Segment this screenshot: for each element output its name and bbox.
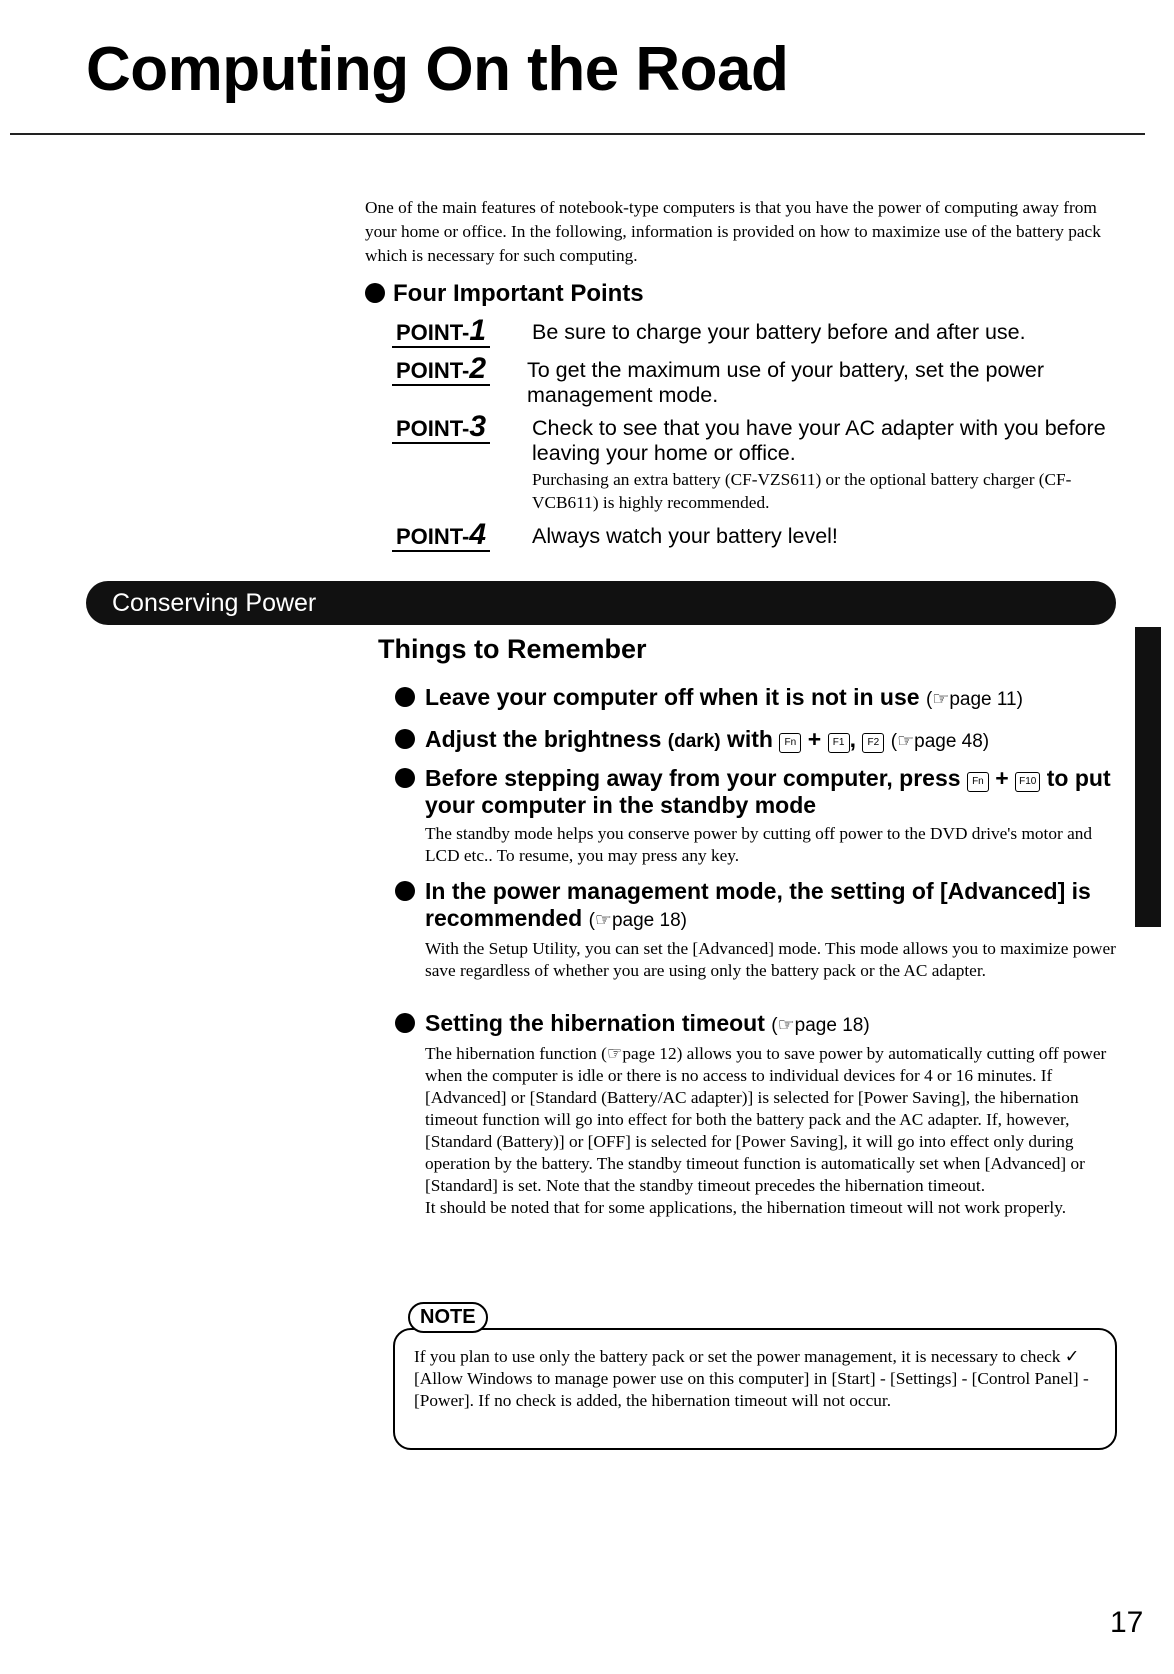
bullet-icon [395,768,415,788]
list-item: In the power management mode, the setting of [Advanced] is recommended (☞page 18) With the Setup Utility, you can set the [Advanced] mode. This mode allows you to maximize power save regardless of whether you are using only the battery pack or the AC adapter. [395,878,1120,982]
point-text: Be sure to charge your battery before and after use. [532,320,1026,344]
point-badge: POINT-2 [392,356,490,386]
page-number: 17 [1110,1606,1144,1639]
page-reference: (☞page 18) [771,1015,870,1036]
list-item-body: The hibernation function (☞page 12) allows you to save power by automatically cutting off power when the computer is idle or there is no access to individual devices for 4 or 16 minutes. If [Advanced] or [Standard (Battery/AC adapter)] is selected for [Power Saving], the hibernation timeout function will go into effect for both the battery pack and the AC adapter. If, however, [Standard (Battery)] or [OFF] is selected for [Power Saving], it will go into effect only during operation by the battery. The standby timeout function is automatically set when [Advanced] or [Standard] is set. Note that the standby timeout precedes the hibernation timeout. [425,1044,1107,1195]
bullet-icon [395,1013,415,1033]
side-tab-marker [1135,627,1161,927]
list-item: Setting the hibernation timeout (☞page 18) The hibernation function (☞page 12) allows you to save power by automatically cutting off power when the computer is idle or there is no access to individual devices for 4 or 16 minutes. If [Advanced] or [Standard (Battery/AC adapter)] is selected for [Power Saving], the hibernation timeout function will go into effect for both the battery pack and the AC adapter. If, however, [Standard (Battery)] or [OFF] is selected for [Power Saving], it will go into effect only during operation by the battery. The standby timeout function is automatically set when [Advanced] or [Standard] is set. Note that the standby timeout precedes the hibernation timeout. It should be noted that for some applications, the hibernation timeout will not work properly. [395,1010,1120,1219]
note-text: If you plan to use only the battery pack or set the power management, it is necessary to check ✓ [Allow Windows to manage power use on this computer] in [Start] - [Settings] - [Control Panel] - [Power]. If no check is added, the hibernation timeout will not occur. [414,1347,1089,1410]
list-item: Adjust the brightness (dark) with Fn + F1 , F2 (☞page 48) [395,726,1120,755]
list-item-body: It should be noted that for some applications, the hibernation timeout will not work properly. [425,1198,1067,1217]
f10-key-icon: F10 [1015,772,1040,792]
things-to-remember-heading: Things to Remember [378,634,647,664]
four-points-heading-text: Four Important Points [393,280,644,307]
page-reference: (☞page 11) [925,689,1023,710]
page-title: Computing On the Road [86,35,789,104]
f2-key-icon: F2 [862,733,884,753]
bullet-icon [395,687,415,707]
fn-key-icon: Fn [779,733,801,753]
list-item: Leave your computer off when it is not in use (☞page 11) [395,684,1120,713]
point-subtext: Purchasing an extra battery (CF-VZS611) or the optional battery charger (CF-VCB611) is highly recommended. [532,470,1072,512]
list-item: Before stepping away from your computer, press Fn + F10 to put your computer in the standby mode The standby mode helps you conserve power by cutting off power to the DVD drive's motor and LCD etc.. To resume, you may press any key. [395,765,1120,867]
section-header-bar [86,581,1116,625]
point-badge: POINT-4 [392,522,490,552]
fn-key-icon: Fn [967,772,989,792]
bullet-icon [365,283,385,303]
list-item-body: With the Setup Utility, you can set the [Advanced] mode. This mode allows you to maximize power save regardless of whether you are using only the battery pack or the AC adapter. [425,939,1116,980]
bullet-icon [395,881,415,901]
intro-paragraph: One of the main features of notebook-type computers is that you have the power of computing away from your home or office. In the following, information is provided on how to maximize use of the battery pack which is necessary for such computing. [365,198,1101,265]
note-label: NOTE [408,1302,488,1333]
point-badge: POINT-1 [392,318,490,348]
section-header-label: Conserving Power [112,589,317,617]
list-item-body: The standby mode helps you conserve power by cutting off power to the DVD drive's motor and LCD etc.. To resume, you may press any key. [425,824,1093,865]
page-reference: (☞page 18) [588,910,687,931]
point-text: Always watch your battery level! [532,524,838,548]
page-reference: (☞page 48) [890,731,990,752]
four-points-heading [365,280,644,308]
point-badge: POINT-3 [392,414,490,444]
point-text: Check to see that you have your AC adapter with you before leaving your home or office. Purchasing an extra battery (CF-VZS611) or the optional battery charger (CF-VCB611) is highly recommended. [532,416,1132,514]
point-text: To get the maximum use of your battery, set the power management mode. [527,358,1045,407]
title-divider [10,133,1145,135]
f1-key-icon: F1 [828,733,850,753]
bullet-icon [395,729,415,749]
